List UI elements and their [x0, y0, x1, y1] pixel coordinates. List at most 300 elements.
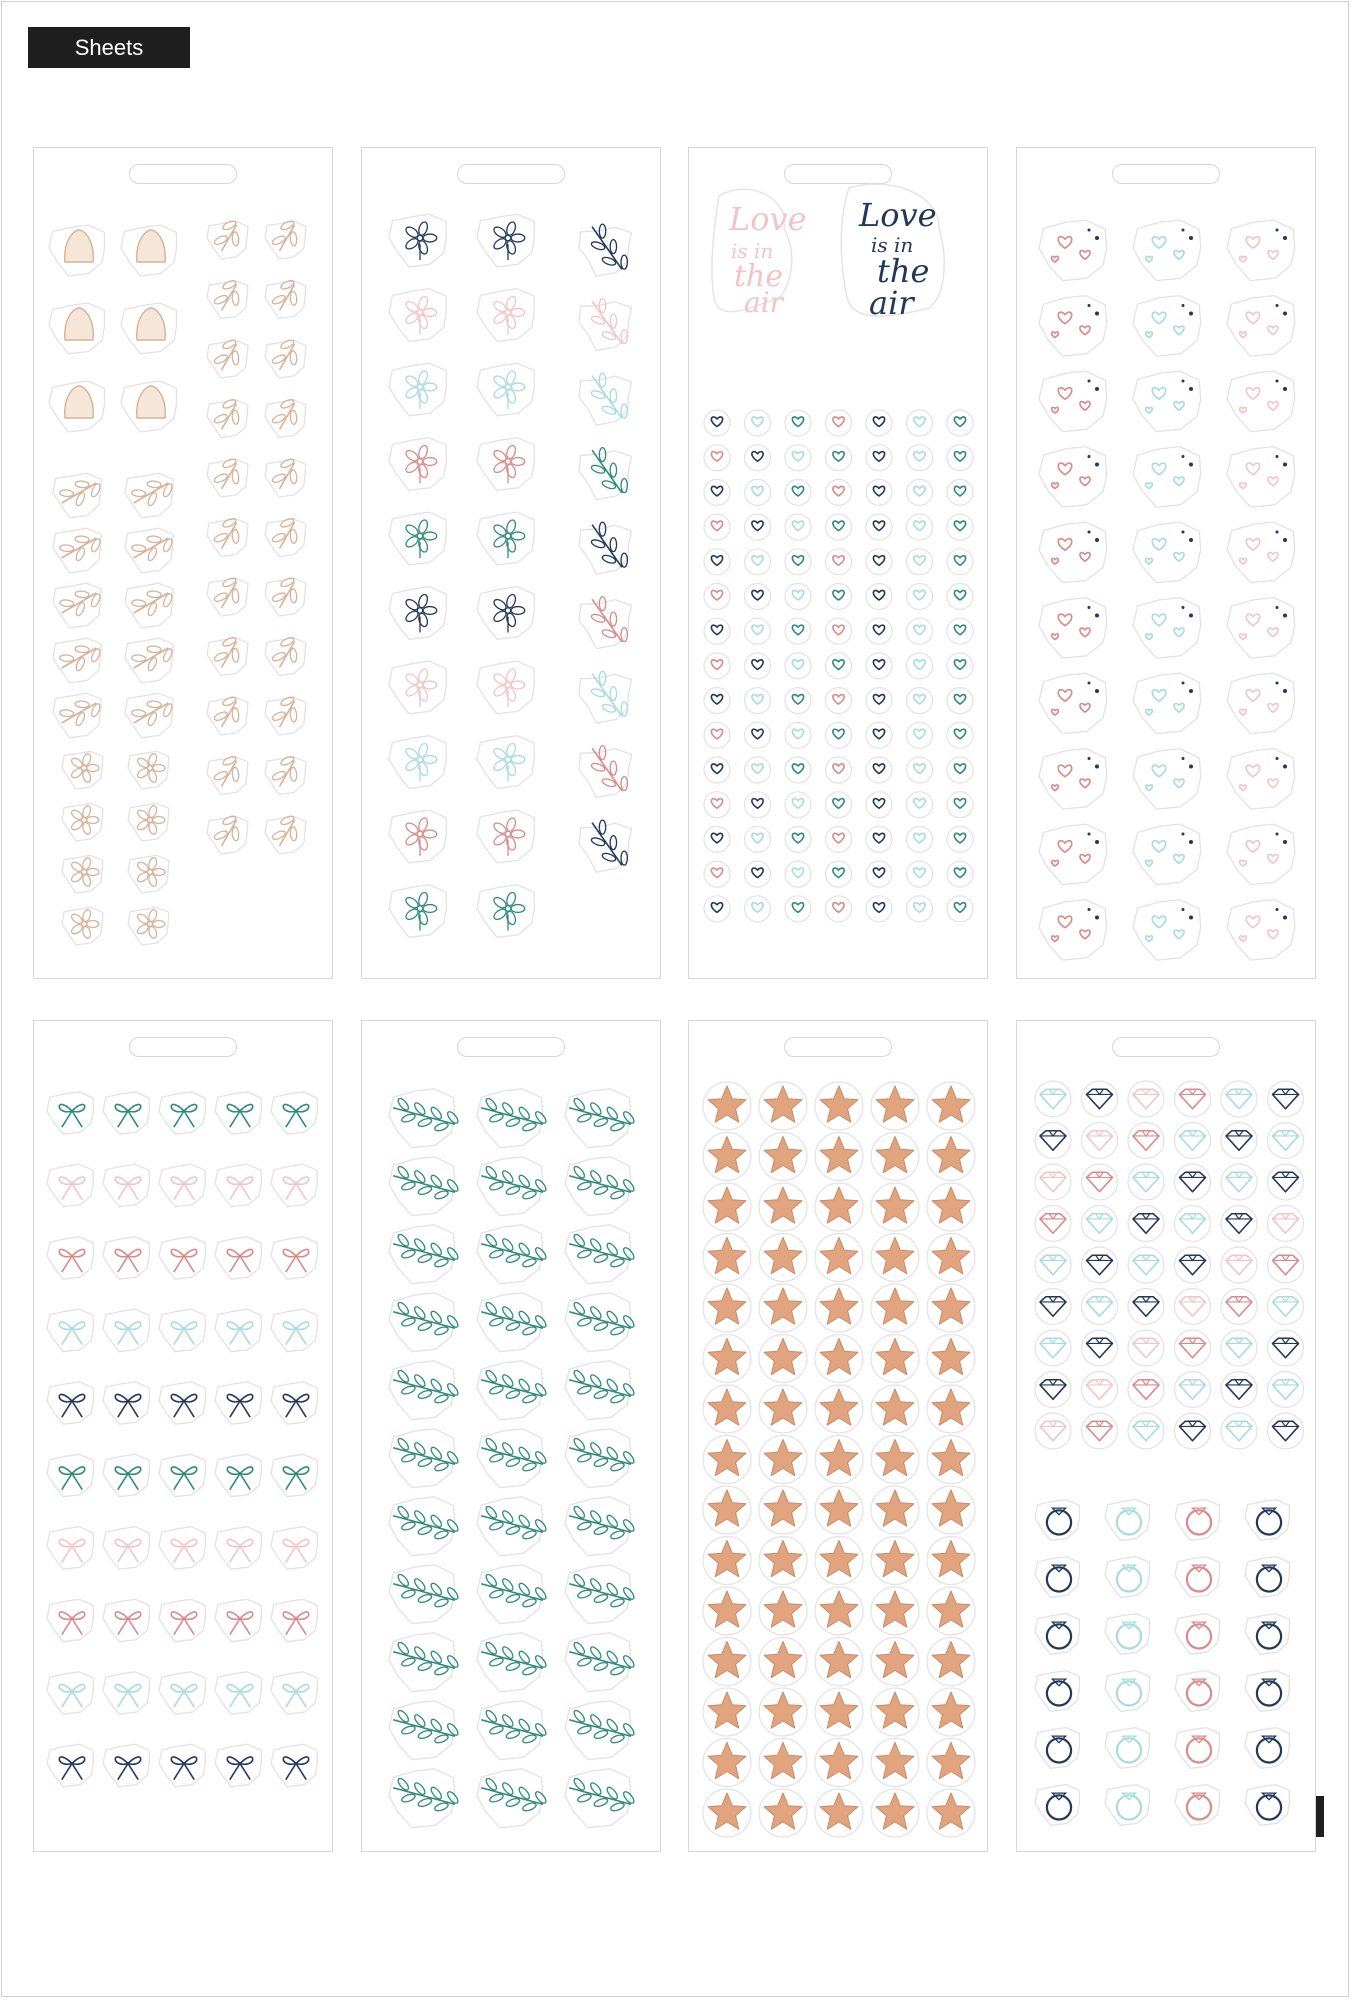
heart-sticker [745, 445, 771, 471]
heart-sticker [947, 514, 973, 540]
heart-cluster-sticker [1039, 598, 1107, 659]
star-sticker [703, 1183, 751, 1231]
heart-sticker [907, 861, 933, 887]
heart-sticker [866, 514, 892, 540]
flower-bouquet-sticker [389, 214, 446, 267]
star-sticker [759, 1486, 807, 1534]
heart-sticker [907, 757, 933, 783]
diamond-sticker [1268, 1372, 1304, 1408]
star-sticker [815, 1789, 863, 1837]
flower-sprig-sticker [265, 394, 307, 438]
heart-sticker [907, 792, 933, 818]
bow-sticker [103, 1672, 149, 1714]
bouquet-sticker [128, 803, 169, 841]
bow-sticker [271, 1599, 317, 1641]
script-word-is-in: is in [731, 239, 774, 263]
section-title-label: Sheets [28, 27, 190, 68]
bow-sticker [103, 1309, 149, 1351]
flower-sprig-sticker [207, 632, 249, 676]
star-sticker [815, 1638, 863, 1686]
bow-sticker [159, 1237, 205, 1279]
heart-sticker [947, 479, 973, 505]
diamond-sticker [1035, 1413, 1071, 1449]
sticker-sheet-ferns [361, 1020, 661, 1852]
ring-sticker [1175, 1500, 1219, 1541]
ring-sticker [1105, 1557, 1149, 1598]
diamond-sticker [1175, 1081, 1211, 1117]
heart-sticker [745, 410, 771, 436]
bouquet-sticker [128, 751, 169, 789]
flower-sprig-sticker [207, 215, 249, 259]
floral-spray-sticker [125, 580, 178, 627]
flower-sprig-sticker [207, 453, 249, 497]
heart-cluster-sticker [1133, 296, 1201, 357]
fern-sticker [389, 1497, 462, 1556]
diamond-sticker [1268, 1289, 1304, 1325]
fern-sticker [477, 1769, 550, 1828]
heart-cluster-sticker [1039, 447, 1107, 508]
star-sticker [815, 1688, 863, 1736]
heart-sticker [785, 792, 811, 818]
star-sticker [927, 1284, 975, 1332]
heart-sticker [785, 618, 811, 644]
star-sticker [703, 1688, 751, 1736]
star-sticker [927, 1789, 975, 1837]
star-sticker [871, 1082, 919, 1130]
heart-sticker [704, 826, 730, 852]
diamond-sticker [1221, 1330, 1257, 1366]
fern-sticker [565, 1225, 638, 1284]
heart-sticker [785, 826, 811, 852]
star-sticker [927, 1739, 975, 1787]
heart-cluster-sticker [1039, 220, 1107, 281]
diamond-sticker [1221, 1123, 1257, 1159]
diamond-sticker [1128, 1081, 1164, 1117]
diamond-sticker [1175, 1247, 1211, 1283]
heart-sticker [907, 896, 933, 922]
star-sticker [871, 1486, 919, 1534]
star-sticker [815, 1284, 863, 1332]
fern-sticker [565, 1089, 638, 1148]
heart-cluster-sticker [1039, 371, 1107, 432]
star-sticker [871, 1335, 919, 1383]
floral-spray-sticker [53, 525, 106, 572]
bow-sticker [215, 1599, 261, 1641]
heart-sticker [947, 896, 973, 922]
flower-sprig-sticker [265, 572, 307, 616]
star-sticker [927, 1587, 975, 1635]
fern-sticker [389, 1769, 462, 1828]
bow-sticker [47, 1744, 93, 1786]
star-sticker [815, 1234, 863, 1282]
bow-sticker [47, 1382, 93, 1424]
flower-bouquet-sticker [389, 438, 446, 491]
fern-sticker [565, 1565, 638, 1624]
heart-sticker [947, 445, 973, 471]
bow-sticker [215, 1527, 261, 1569]
diamond-sticker [1221, 1206, 1257, 1242]
flower-sprig-sticker [265, 691, 307, 735]
diamond-sticker [1082, 1081, 1118, 1117]
diamond-sticker [1175, 1413, 1211, 1449]
flower-sprig-sticker [265, 751, 307, 795]
fern-sticker [477, 1565, 550, 1624]
bow-sticker [159, 1092, 205, 1134]
flower-bouquet-sticker [389, 512, 446, 565]
star-sticker [703, 1638, 751, 1686]
fern-sticker [477, 1089, 550, 1148]
star-sticker [759, 1638, 807, 1686]
diamond-sticker [1175, 1164, 1211, 1200]
star-sticker [871, 1284, 919, 1332]
star-sticker [927, 1436, 975, 1484]
heart-sticker [826, 757, 852, 783]
heart-sticker [907, 826, 933, 852]
bell-sticker [121, 225, 177, 276]
diamond-sticker [1082, 1206, 1118, 1242]
flower-sprig-sticker [207, 572, 249, 616]
fern-sticker [477, 1293, 550, 1352]
heart-sticker [704, 896, 730, 922]
diamond-sticker [1268, 1081, 1304, 1117]
love-script-sticker-pink [712, 189, 807, 319]
heart-sticker [826, 618, 852, 644]
bow-sticker [47, 1309, 93, 1351]
heart-sticker [745, 549, 771, 575]
bow-sticker [103, 1164, 149, 1206]
heart-sticker [745, 514, 771, 540]
heart-cluster-sticker [1039, 824, 1107, 885]
diamond-sticker [1035, 1206, 1071, 1242]
heart-cluster-sticker [1227, 522, 1295, 583]
bow-sticker [159, 1382, 205, 1424]
floral-spray-sticker [53, 635, 106, 682]
leaf-sprig-sticker [579, 443, 634, 503]
diamond-sticker [1221, 1372, 1257, 1408]
diamond-sticker [1035, 1123, 1071, 1159]
heart-sticker [785, 479, 811, 505]
heart-sticker [704, 584, 730, 610]
heart-cluster-sticker [1039, 749, 1107, 810]
heart-sticker [785, 445, 811, 471]
flower-bouquet-sticker [477, 512, 534, 565]
heart-sticker [947, 584, 973, 610]
star-sticker [703, 1436, 751, 1484]
star-sticker [759, 1234, 807, 1282]
ring-sticker [1245, 1728, 1289, 1769]
floral-spray-sticker [125, 525, 178, 572]
heart-sticker [826, 688, 852, 714]
diamond-sticker [1175, 1206, 1211, 1242]
bow-sticker [271, 1092, 317, 1134]
heart-cluster-sticker [1039, 673, 1107, 734]
diamond-sticker [1221, 1081, 1257, 1117]
heart-sticker [785, 514, 811, 540]
diamond-sticker [1082, 1164, 1118, 1200]
flower-bouquet-sticker [389, 289, 446, 342]
ring-sticker [1245, 1785, 1289, 1826]
heart-sticker [947, 826, 973, 852]
leaf-sprig-sticker [579, 592, 634, 652]
flower-bouquet-sticker [389, 885, 446, 938]
bow-sticker [215, 1744, 261, 1786]
star-sticker [815, 1486, 863, 1534]
star-sticker [759, 1537, 807, 1585]
leaf-sprig-sticker [579, 815, 634, 875]
sticker-sheet-gold-florals [33, 147, 333, 979]
bow-sticker [215, 1092, 261, 1134]
heart-sticker [907, 445, 933, 471]
bow-sticker [271, 1309, 317, 1351]
flower-bouquet-sticker [477, 438, 534, 491]
heart-sticker [866, 618, 892, 644]
heart-cluster-sticker [1039, 522, 1107, 583]
ring-sticker [1035, 1500, 1079, 1541]
fern-sticker [389, 1089, 462, 1148]
bow-sticker [103, 1599, 149, 1641]
heart-cluster-sticker [1227, 824, 1295, 885]
bow-sticker [271, 1744, 317, 1786]
leaf-sprig-sticker [579, 219, 634, 279]
flower-bouquet-sticker [477, 661, 534, 714]
diamond-sticker [1082, 1413, 1118, 1449]
heart-sticker [785, 410, 811, 436]
fern-sticker [565, 1157, 638, 1216]
heart-sticker [785, 861, 811, 887]
heart-sticker [704, 479, 730, 505]
bow-sticker [47, 1164, 93, 1206]
flower-bouquet-sticker [477, 587, 534, 640]
ring-sticker [1245, 1614, 1289, 1655]
star-sticker [927, 1537, 975, 1585]
heart-sticker [866, 861, 892, 887]
star-sticker [759, 1284, 807, 1332]
diamond-sticker [1082, 1247, 1118, 1283]
ring-sticker [1245, 1557, 1289, 1598]
bow-sticker [159, 1164, 205, 1206]
heart-sticker [826, 549, 852, 575]
star-sticker [871, 1587, 919, 1635]
flower-sprig-sticker [265, 513, 307, 557]
star-sticker [759, 1183, 807, 1231]
heart-sticker [947, 653, 973, 679]
heart-sticker [866, 584, 892, 610]
diamond-sticker [1035, 1164, 1071, 1200]
star-sticker [759, 1335, 807, 1383]
floral-spray-sticker [53, 470, 106, 517]
heart-cluster-sticker [1133, 824, 1201, 885]
flower-sprig-sticker [207, 275, 249, 319]
heart-cluster-sticker [1227, 673, 1295, 734]
heart-sticker [704, 688, 730, 714]
flower-sprig-sticker [265, 275, 307, 319]
bow-sticker [215, 1454, 261, 1496]
bow-sticker [103, 1527, 149, 1569]
bow-sticker [103, 1237, 149, 1279]
star-sticker [927, 1486, 975, 1534]
flower-bouquet-sticker [477, 363, 534, 416]
floral-spray-sticker [125, 690, 178, 737]
diamond-sticker [1082, 1330, 1118, 1366]
ring-sticker [1035, 1728, 1079, 1769]
bell-sticker [121, 303, 177, 354]
bow-sticker [159, 1309, 205, 1351]
fern-sticker [389, 1565, 462, 1624]
star-sticker [703, 1587, 751, 1635]
heart-sticker [745, 653, 771, 679]
script-word-air: air [869, 284, 914, 322]
ring-sticker [1035, 1671, 1079, 1712]
star-sticker [815, 1082, 863, 1130]
star-sticker [703, 1537, 751, 1585]
flower-bouquet-sticker [389, 736, 446, 789]
heart-cluster-sticker [1133, 749, 1201, 810]
flower-bouquet-sticker [477, 736, 534, 789]
heart-sticker [866, 896, 892, 922]
heart-sticker [785, 722, 811, 748]
bouquet-sticker [62, 803, 103, 841]
star-sticker [759, 1739, 807, 1787]
flower-sprig-sticker [207, 691, 249, 735]
fern-sticker [389, 1157, 462, 1216]
heart-sticker [785, 653, 811, 679]
heart-sticker [826, 514, 852, 540]
star-sticker [927, 1133, 975, 1181]
flower-sprig-sticker [265, 632, 307, 676]
bell-sticker [49, 303, 105, 354]
fern-sticker [389, 1701, 462, 1760]
star-sticker [759, 1587, 807, 1635]
ring-sticker [1245, 1671, 1289, 1712]
fern-sticker [565, 1701, 638, 1760]
flower-bouquet-sticker [477, 810, 534, 863]
ring-sticker [1245, 1500, 1289, 1541]
fern-sticker [565, 1633, 638, 1692]
star-sticker [927, 1385, 975, 1433]
heart-sticker [866, 479, 892, 505]
heart-sticker [947, 549, 973, 575]
star-sticker [927, 1335, 975, 1383]
diamond-sticker [1268, 1413, 1304, 1449]
ring-sticker [1175, 1785, 1219, 1826]
script-word-is-in: is in [871, 233, 914, 257]
heart-sticker [785, 549, 811, 575]
star-sticker [703, 1234, 751, 1282]
heart-cluster-sticker [1133, 447, 1201, 508]
heart-cluster-sticker [1227, 296, 1295, 357]
heart-cluster-sticker [1133, 598, 1201, 659]
bell-sticker [121, 381, 177, 432]
bow-sticker [271, 1237, 317, 1279]
heart-sticker [745, 826, 771, 852]
star-sticker [815, 1133, 863, 1181]
diamond-sticker [1221, 1413, 1257, 1449]
bow-sticker [159, 1527, 205, 1569]
heart-sticker [704, 549, 730, 575]
heart-sticker [826, 896, 852, 922]
fern-sticker [389, 1225, 462, 1284]
script-word-the: the [734, 259, 784, 294]
flower-sprig-sticker [207, 334, 249, 378]
fern-sticker [565, 1293, 638, 1352]
ring-sticker [1035, 1614, 1079, 1655]
heart-sticker [907, 514, 933, 540]
star-sticker [871, 1789, 919, 1837]
diamond-sticker [1128, 1247, 1164, 1283]
diamond-sticker [1082, 1123, 1118, 1159]
sticker-sheet-heart-clusters [1016, 147, 1316, 979]
diamond-sticker [1175, 1372, 1211, 1408]
script-word-love: Love [859, 196, 937, 234]
heart-cluster-sticker [1227, 749, 1295, 810]
heart-sticker [704, 722, 730, 748]
star-sticker [703, 1284, 751, 1332]
heart-sticker [745, 861, 771, 887]
fern-sticker [565, 1769, 638, 1828]
flower-sprig-sticker [207, 751, 249, 795]
heart-sticker [907, 584, 933, 610]
floral-spray-sticker [125, 635, 178, 682]
heart-sticker [866, 722, 892, 748]
floral-spray-sticker [53, 690, 106, 737]
flower-bouquet-sticker [477, 214, 534, 267]
bow-sticker [271, 1527, 317, 1569]
heart-sticker [947, 861, 973, 887]
heart-sticker [907, 618, 933, 644]
leaf-sprig-sticker [579, 294, 634, 354]
leaf-sprig-sticker [579, 666, 634, 726]
star-sticker [871, 1638, 919, 1686]
diamond-sticker [1221, 1247, 1257, 1283]
star-sticker [703, 1385, 751, 1433]
heart-sticker [745, 618, 771, 644]
star-sticker [759, 1385, 807, 1433]
heart-cluster-sticker [1133, 220, 1201, 281]
star-sticker [927, 1638, 975, 1686]
bow-sticker [271, 1454, 317, 1496]
sticker-sheet-bows [33, 1020, 333, 1852]
fern-sticker [477, 1633, 550, 1692]
star-sticker [871, 1436, 919, 1484]
love-script-sticker-navy [841, 184, 944, 322]
bow-sticker [159, 1744, 205, 1786]
diamond-sticker [1035, 1289, 1071, 1325]
bow-sticker [47, 1237, 93, 1279]
bell-sticker [49, 225, 105, 276]
heart-sticker [826, 479, 852, 505]
ring-sticker [1035, 1557, 1079, 1598]
heart-sticker [826, 792, 852, 818]
heart-sticker [745, 584, 771, 610]
heart-sticker [745, 896, 771, 922]
ring-sticker [1175, 1614, 1219, 1655]
star-sticker [871, 1385, 919, 1433]
fern-sticker [389, 1429, 462, 1488]
heart-sticker [826, 410, 852, 436]
diamond-sticker [1128, 1413, 1164, 1449]
flower-bouquet-sticker [477, 885, 534, 938]
diamond-sticker [1221, 1164, 1257, 1200]
star-sticker [871, 1234, 919, 1282]
heart-sticker [907, 653, 933, 679]
ring-sticker [1175, 1557, 1219, 1598]
heart-cluster-sticker [1227, 598, 1295, 659]
heart-sticker [785, 584, 811, 610]
heart-sticker [745, 792, 771, 818]
bell-sticker [49, 381, 105, 432]
ring-sticker [1175, 1728, 1219, 1769]
diamond-sticker [1268, 1206, 1304, 1242]
